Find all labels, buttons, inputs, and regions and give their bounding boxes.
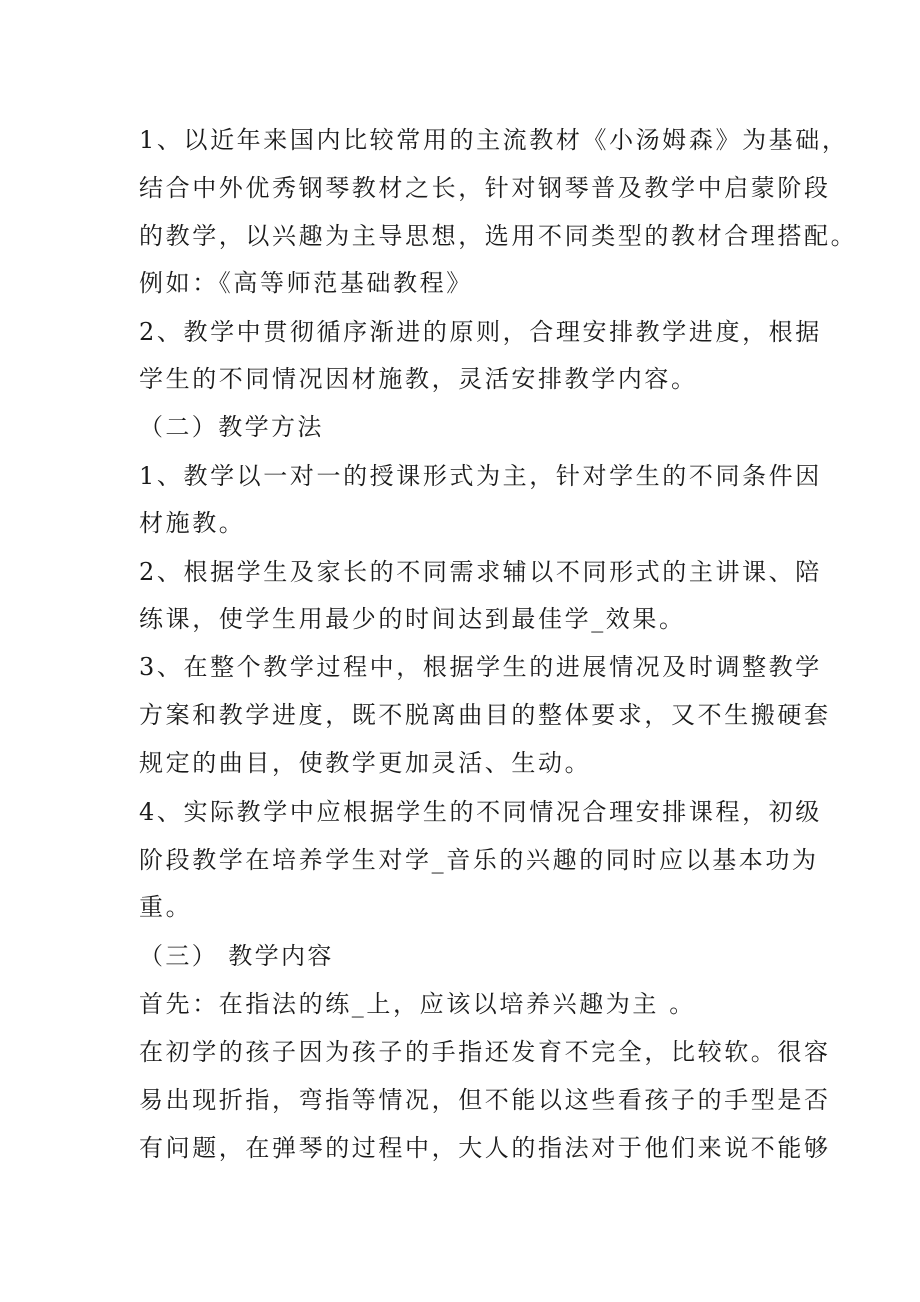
paragraph-2-line-2: 学生的不同情况因材施教，灵活安排教学内容。 [139,365,698,393]
methods-item-3-line-1: 3、在整个教学过程中，根据学生的进展情况及时调整教学 [139,653,822,681]
content-first-line: 首先：在指法的练_上，应该以培养兴趣为主 。 [139,990,696,1018]
methods-item-4-line-3: 重。 [139,893,193,921]
methods-item-1-line-2: 材施教。 [139,509,246,537]
paragraph-1-line-4: 例如：《高等师范基础教程》 [139,269,473,297]
methods-item-3-line-2: 方案和教学进度，既不脱离曲目的整体要求，又不生搬硬套 [139,701,831,729]
content-paragraph-line-1: 在初学的孩子因为孩子的手指还发育不完全，比较软。很容 [139,1038,831,1066]
paragraph-1-line-2: 结合中外优秀钢琴教材之长，针对钢琴普及教学中启蒙阶段 [139,174,831,202]
methods-item-3-line-3: 规定的曲目，使教学更加灵活、生动。 [139,749,592,777]
paragraph-1-line-3: 的教学，以兴趣为主导思想，选用不同类型的教材合理搭配。 [139,222,858,250]
paragraph-2-line-1: 2、教学中贯彻循序渐进的原则，合理安排教学进度，根据 [139,318,822,346]
methods-item-2-line-2: 练课，使学生用最少的时间达到最佳学_效果。 [139,605,686,633]
methods-item-2-line-1: 2、根据学生及家长的不同需求辅以不同形式的主讲课、陪 [139,558,822,586]
paragraph-1-line-1: 1、以近年来国内比较常用的主流教材《小汤姆森》为基础， [139,126,849,154]
section-heading-teaching-content: （三） 教学内容 [139,942,334,970]
content-paragraph-line-3: 有问题，在弹琴的过程中，大人的指法对于他们来说不能够 [139,1134,831,1162]
section-heading-teaching-methods: （二）教学方法 [139,413,324,441]
content-paragraph-line-2: 易出现折指，弯指等情况，但不能以这些看孩子的手型是否 [139,1086,831,1114]
methods-item-4-line-1: 4、实际教学中应根据学生的不同情况合理安排课程，初级 [139,798,822,826]
methods-item-1-line-1: 1、教学以一对一的授课形式为主，针对学生的不同条件因 [139,462,822,490]
methods-item-4-line-2: 阶段教学在培养学生对学_音乐的兴趣的同时应以基本功为 [139,846,819,874]
